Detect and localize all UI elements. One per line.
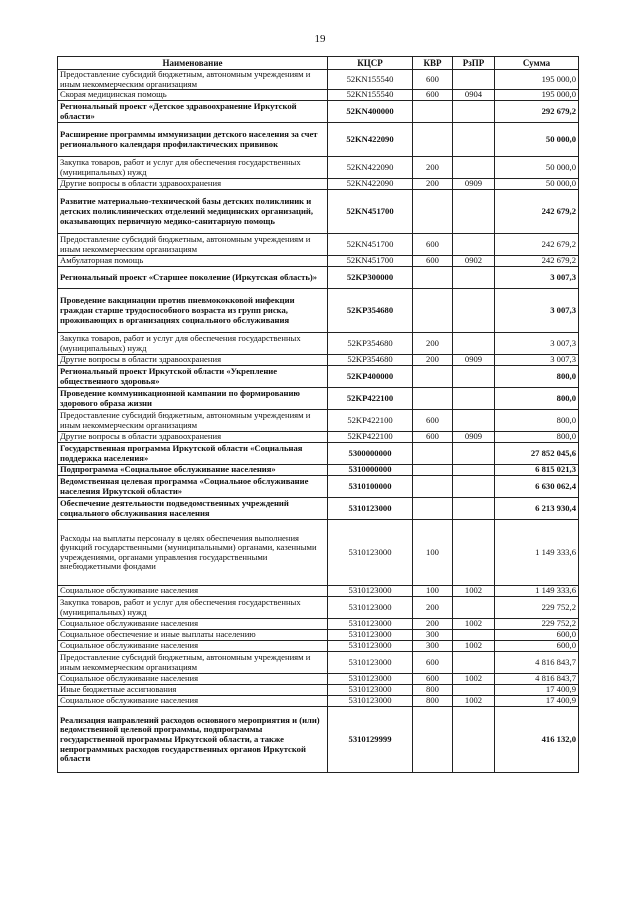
cell-name: Иные бюджетные ассигнования xyxy=(58,685,328,696)
cell-kvr xyxy=(413,388,453,410)
cell-name: Социальное обеспечение и иные выплаты населению xyxy=(58,630,328,641)
cell-kvr: 600 xyxy=(413,70,453,90)
cell-sum: 3 007,3 xyxy=(495,333,579,355)
cell-sum: 800,0 xyxy=(495,410,579,432)
cell-kcsr: 52KP422100 xyxy=(328,432,413,443)
cell-rzpr xyxy=(453,388,495,410)
cell-kcsr: 52KN422090 xyxy=(328,179,413,190)
cell-name: Государственная программа Иркутской области «Социальная поддержка населения» xyxy=(58,443,328,465)
table-row xyxy=(58,443,579,465)
cell-sum: 242 679,2 xyxy=(495,234,579,256)
cell-sum: 50 000,0 xyxy=(495,123,579,157)
cell-kvr: 100 xyxy=(413,520,453,586)
cell-rzpr xyxy=(453,443,495,465)
cell-rzpr: 0904 xyxy=(453,90,495,101)
cell-rzpr xyxy=(453,410,495,432)
cell-kvr xyxy=(413,123,453,157)
header-rzpr: РзПР xyxy=(453,57,495,70)
cell-sum: 17 400,9 xyxy=(495,685,579,696)
table-row xyxy=(58,123,579,157)
cell-kcsr: 5310123000 xyxy=(328,652,413,674)
table-row xyxy=(58,90,579,101)
cell-kvr xyxy=(413,190,453,234)
cell-rzpr: 1002 xyxy=(453,586,495,597)
cell-sum: 195 000,0 xyxy=(495,90,579,101)
cell-name: Другие вопросы в области здравоохранения xyxy=(58,179,328,190)
cell-kcsr: 52KN422090 xyxy=(328,123,413,157)
cell-kvr xyxy=(413,289,453,333)
cell-rzpr xyxy=(453,520,495,586)
cell-rzpr xyxy=(453,498,495,520)
table-row xyxy=(58,101,579,123)
cell-kcsr: 5310123000 xyxy=(328,674,413,685)
cell-name: Социальное обслуживание населения xyxy=(58,674,328,685)
cell-rzpr: 0909 xyxy=(453,179,495,190)
cell-rzpr: 1002 xyxy=(453,696,495,707)
cell-name: Проведение вакцинации против пневмококковой инфекции граждан старше трудоспособного возраста из групп риска, проживающих в организациях социального обслуживания xyxy=(58,289,328,333)
cell-sum: 50 000,0 xyxy=(495,157,579,179)
cell-name: Другие вопросы в области здравоохранения xyxy=(58,432,328,443)
cell-kvr: 200 xyxy=(413,619,453,630)
header-kcsr: КЦСР xyxy=(328,57,413,70)
cell-name: Амбулаторная помощь xyxy=(58,256,328,267)
cell-kcsr: 5310123000 xyxy=(328,597,413,619)
cell-kcsr: 52KN451700 xyxy=(328,190,413,234)
cell-kcsr: 52KP400000 xyxy=(328,366,413,388)
cell-name: Региональный проект «Старшее поколение (Иркутская область)» xyxy=(58,267,328,289)
cell-kcsr: 52KN451700 xyxy=(328,234,413,256)
cell-name: Социальное обслуживание населения xyxy=(58,619,328,630)
cell-kvr: 200 xyxy=(413,597,453,619)
cell-rzpr: 0909 xyxy=(453,432,495,443)
cell-kvr xyxy=(413,366,453,388)
cell-sum: 242 679,2 xyxy=(495,190,579,234)
cell-sum: 6 630 062,4 xyxy=(495,476,579,498)
cell-name: Предоставление субсидий бюджетным, автономным учреждениям и иным некоммерческим организациям xyxy=(58,70,328,90)
cell-rzpr: 0909 xyxy=(453,355,495,366)
cell-rzpr xyxy=(453,101,495,123)
cell-kcsr: 52KP422100 xyxy=(328,410,413,432)
cell-rzpr xyxy=(453,366,495,388)
cell-sum: 6 815 021,3 xyxy=(495,465,579,476)
cell-kcsr: 5310000000 xyxy=(328,465,413,476)
table-row xyxy=(58,179,579,190)
header-sum: Сумма xyxy=(495,57,579,70)
cell-name: Закупка товаров, работ и услуг для обеспечения государственных (муниципальных) нужд xyxy=(58,333,328,355)
cell-rzpr xyxy=(453,652,495,674)
cell-rzpr xyxy=(453,190,495,234)
cell-name: Другие вопросы в области здравоохранения xyxy=(58,355,328,366)
table-row xyxy=(58,674,579,685)
cell-kvr: 300 xyxy=(413,630,453,641)
cell-sum: 229 752,2 xyxy=(495,597,579,619)
cell-kvr: 600 xyxy=(413,652,453,674)
table-row xyxy=(58,630,579,641)
table-header-row xyxy=(58,57,579,70)
cell-sum: 1 149 333,6 xyxy=(495,586,579,597)
cell-sum: 800,0 xyxy=(495,366,579,388)
cell-sum: 4 816 843,7 xyxy=(495,674,579,685)
table-row xyxy=(58,619,579,630)
cell-sum: 27 852 045,6 xyxy=(495,443,579,465)
cell-kcsr: 52KN451700 xyxy=(328,256,413,267)
cell-kcsr: 52KP354680 xyxy=(328,355,413,366)
table-row xyxy=(58,333,579,355)
cell-kcsr: 5310123000 xyxy=(328,685,413,696)
cell-name: Скорая медицинская помощь xyxy=(58,90,328,101)
cell-sum: 50 000,0 xyxy=(495,179,579,190)
cell-name: Закупка товаров, работ и услуг для обеспечения государственных (муниципальных) нужд xyxy=(58,597,328,619)
table-row xyxy=(58,355,579,366)
cell-sum: 4 816 843,7 xyxy=(495,652,579,674)
table-row xyxy=(58,410,579,432)
cell-rzpr xyxy=(453,597,495,619)
cell-kcsr: 52KP354680 xyxy=(328,289,413,333)
cell-kcsr: 52KN155540 xyxy=(328,70,413,90)
cell-rzpr: 1002 xyxy=(453,674,495,685)
cell-sum: 3 007,3 xyxy=(495,289,579,333)
cell-kcsr: 5300000000 xyxy=(328,443,413,465)
cell-kcsr: 5310123000 xyxy=(328,498,413,520)
cell-kvr: 600 xyxy=(413,256,453,267)
cell-sum: 1 149 333,6 xyxy=(495,520,579,586)
cell-sum: 416 132,0 xyxy=(495,707,579,773)
table-row xyxy=(58,289,579,333)
cell-name: Расширение программы иммунизации детского населения за счет регионального календаря профилактических прививок xyxy=(58,123,328,157)
cell-kvr: 200 xyxy=(413,179,453,190)
cell-kvr: 200 xyxy=(413,355,453,366)
cell-sum: 195 000,0 xyxy=(495,70,579,90)
table-row xyxy=(58,520,579,586)
cell-name: Проведение коммуникационной кампании по формированию здорового образа жизни xyxy=(58,388,328,410)
header-name: Наименование xyxy=(58,57,328,70)
table-row xyxy=(58,597,579,619)
cell-name: Реализация направлений расходов основного мероприятия и (или) ведомственной целевой программы, подпрограммы государственной программы Иркутской области, а также непрограммных расходов государственных органов Иркутской области xyxy=(58,707,328,773)
cell-rzpr xyxy=(453,123,495,157)
cell-kcsr: 5310123000 xyxy=(328,520,413,586)
cell-sum: 6 213 930,4 xyxy=(495,498,579,520)
cell-kvr: 200 xyxy=(413,333,453,355)
cell-kvr xyxy=(413,476,453,498)
table-row xyxy=(58,234,579,256)
table-row xyxy=(58,685,579,696)
cell-sum: 17 400,9 xyxy=(495,696,579,707)
cell-kvr: 200 xyxy=(413,157,453,179)
cell-kcsr: 52KN422090 xyxy=(328,157,413,179)
table-row xyxy=(58,476,579,498)
cell-sum: 800,0 xyxy=(495,388,579,410)
cell-kcsr: 5310123000 xyxy=(328,641,413,652)
cell-name: Подпрограмма «Социальное обслуживание населения» xyxy=(58,465,328,476)
cell-kvr: 600 xyxy=(413,90,453,101)
cell-rzpr: 1002 xyxy=(453,619,495,630)
cell-rzpr xyxy=(453,157,495,179)
cell-sum: 3 007,3 xyxy=(495,267,579,289)
cell-kvr xyxy=(413,707,453,773)
cell-rzpr xyxy=(453,267,495,289)
cell-kcsr: 5310123000 xyxy=(328,630,413,641)
page-number: 19 xyxy=(314,33,326,45)
cell-name: Предоставление субсидий бюджетным, автономным учреждениям и иным некоммерческим организациям xyxy=(58,410,328,432)
cell-name: Предоставление субсидий бюджетным, автономным учреждениям и иным некоммерческим организациям xyxy=(58,652,328,674)
cell-rzpr xyxy=(453,234,495,256)
cell-rzpr xyxy=(453,289,495,333)
cell-kvr: 800 xyxy=(413,685,453,696)
cell-rzpr: 1002 xyxy=(453,641,495,652)
cell-name: Региональный проект Иркутской области «Укрепление общественного здоровья» xyxy=(58,366,328,388)
table-row xyxy=(58,190,579,234)
table-row xyxy=(58,707,579,773)
cell-kcsr: 52KN155540 xyxy=(328,90,413,101)
cell-name: Обеспечение деятельности подведомственных учреждений социального обслуживания населения xyxy=(58,498,328,520)
table-row xyxy=(58,696,579,707)
cell-rzpr xyxy=(453,333,495,355)
cell-kcsr: 5310123000 xyxy=(328,619,413,630)
cell-kcsr: 5310123000 xyxy=(328,696,413,707)
cell-kcsr: 5310129999 xyxy=(328,707,413,773)
cell-kvr xyxy=(413,465,453,476)
table-row xyxy=(58,256,579,267)
cell-kcsr: 52KP300000 xyxy=(328,267,413,289)
cell-rzpr xyxy=(453,70,495,90)
cell-rzpr xyxy=(453,465,495,476)
cell-sum: 242 679,2 xyxy=(495,256,579,267)
cell-kvr: 600 xyxy=(413,674,453,685)
budget-table xyxy=(57,56,579,773)
cell-name: Социальное обслуживание населения xyxy=(58,696,328,707)
table-row xyxy=(58,586,579,597)
cell-kcsr: 52KN400000 xyxy=(328,101,413,123)
header-kvr: КВР xyxy=(413,57,453,70)
cell-kcsr: 52KP422100 xyxy=(328,388,413,410)
table-row xyxy=(58,366,579,388)
table-row xyxy=(58,432,579,443)
cell-sum: 600,0 xyxy=(495,641,579,652)
cell-sum: 3 007,3 xyxy=(495,355,579,366)
cell-name: Социальное обслуживание населения xyxy=(58,641,328,652)
cell-kcsr: 52KP354680 xyxy=(328,333,413,355)
cell-name: Предоставление субсидий бюджетным, автономным учреждениям и иным некоммерческим организациям xyxy=(58,234,328,256)
cell-kvr: 300 xyxy=(413,641,453,652)
cell-kvr xyxy=(413,443,453,465)
cell-kvr xyxy=(413,267,453,289)
table-row xyxy=(58,157,579,179)
cell-rzpr xyxy=(453,685,495,696)
cell-rzpr: 0902 xyxy=(453,256,495,267)
table-row xyxy=(58,70,579,90)
table-body xyxy=(58,70,579,773)
cell-kvr: 600 xyxy=(413,234,453,256)
table-row xyxy=(58,465,579,476)
cell-name: Ведомственная целевая программа «Социальное обслуживание населения Иркутской области» xyxy=(58,476,328,498)
cell-kvr: 600 xyxy=(413,432,453,443)
cell-rzpr xyxy=(453,476,495,498)
cell-name: Закупка товаров, работ и услуг для обеспечения государственных (муниципальных) нужд xyxy=(58,157,328,179)
cell-name: Развитие материально-технической базы детских поликлиник и детских поликлинических отделений медицинских организаций, оказывающих первичную медико-санитарную помощь xyxy=(58,190,328,234)
cell-kvr: 800 xyxy=(413,696,453,707)
cell-kcsr: 5310123000 xyxy=(328,586,413,597)
table-row xyxy=(58,388,579,410)
cell-name: Региональный проект «Детское здравоохранение Иркутской области» xyxy=(58,101,328,123)
cell-sum: 800,0 xyxy=(495,432,579,443)
cell-name: Расходы на выплаты персоналу в целях обеспечения выполнения функций государственными (муниципальными) органами, казенными учреждениями, органами управления государственными внебюджетными фондами xyxy=(58,520,328,586)
table-row xyxy=(58,652,579,674)
table-row xyxy=(58,641,579,652)
cell-rzpr xyxy=(453,707,495,773)
cell-kvr: 600 xyxy=(413,410,453,432)
cell-kvr: 100 xyxy=(413,586,453,597)
cell-sum: 600,0 xyxy=(495,630,579,641)
cell-sum: 292 679,2 xyxy=(495,101,579,123)
table-row xyxy=(58,498,579,520)
cell-name: Социальное обслуживание населения xyxy=(58,586,328,597)
cell-kvr xyxy=(413,101,453,123)
table-row xyxy=(58,267,579,289)
cell-kvr xyxy=(413,498,453,520)
cell-rzpr xyxy=(453,630,495,641)
cell-sum: 229 752,2 xyxy=(495,619,579,630)
cell-kcsr: 5310100000 xyxy=(328,476,413,498)
